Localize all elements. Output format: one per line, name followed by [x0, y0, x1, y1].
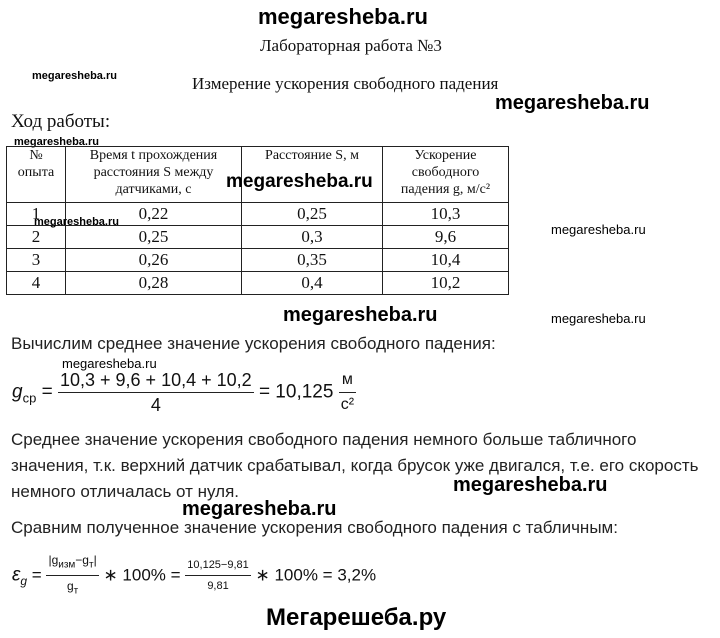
watermark-right-lower: megaresheba.ru: [453, 474, 608, 496]
avg-intro: Вычислим среднее значение ускорения свободного падения:: [11, 334, 496, 353]
lab-title: Лабораторная работа №3: [260, 36, 442, 55]
watermark-right: megaresheba.ru: [495, 92, 650, 114]
table-row: 1 0,22 0,25 10,3: [7, 203, 509, 226]
error-formula: $\varepsilon_g$ = $\frac{|g_{изм}-g_т|}{g_т}$ ∗ 100% = $\frac{10,125-9,81}{9,81}$ ∗ 100% = 3,2%: [12, 550, 376, 602]
table-row: 4 0,28 0,4 10,2: [7, 272, 509, 295]
progress-label: Ход работы:: [11, 111, 111, 132]
explain-line-3: немного отличалась от нуля.: [11, 482, 240, 501]
avg-formula: $g_{ср}$ = $\frac{10,3 + 9,6 + 10,4 + 10,2}{4}$ = 10,125 $\frac{м}{\text{с²}}$: [12, 370, 355, 415]
header-acceleration: Ускорение свободного падения g, м/с²: [383, 147, 509, 203]
header-distance: Расстояние S, м: [242, 147, 383, 203]
watermark-center-mid: megaresheba.ru: [283, 304, 438, 326]
lab-subject: Измерение ускорения свободного падения: [192, 74, 499, 93]
header-experiment-no: № опыта: [7, 147, 66, 203]
watermark-left-small-2: megaresheba.ru: [14, 136, 99, 148]
watermark-top: megaresheba.ru: [258, 4, 428, 29]
watermark-center-lower: megaresheba.ru: [182, 498, 337, 520]
table-row: 3 0,26 0,35 10,4: [7, 249, 509, 272]
header-time: Время t прохождения расстояния S между датчиками, с: [66, 147, 242, 203]
watermark-formula-small: megaresheba.ru: [62, 356, 157, 371]
watermark-table-overlay: megaresheba.ru: [226, 171, 373, 192]
table-row: 2 0,25 0,3 9,6: [7, 226, 509, 249]
compare-intro: Сравним полученное значение ускорения свободного падения с табличным:: [11, 518, 618, 537]
watermark-right-mid: megaresheba.ru: [551, 222, 646, 237]
watermark-bottom: Мегарешеба.ру: [266, 604, 447, 631]
explain-line-2: значения, т.к. верхний датчик срабатывал, когда брусок уже двигался, т.е. его скорость: [11, 456, 699, 475]
watermark-right-mid-2: megaresheba.ru: [551, 311, 646, 326]
watermark-table-small: megaresheba.ru: [34, 216, 119, 228]
explain-line-1: Среднее значение ускорения свободного падения немного больше табличного: [11, 430, 637, 449]
watermark-left-small: megaresheba.ru: [32, 70, 117, 82]
